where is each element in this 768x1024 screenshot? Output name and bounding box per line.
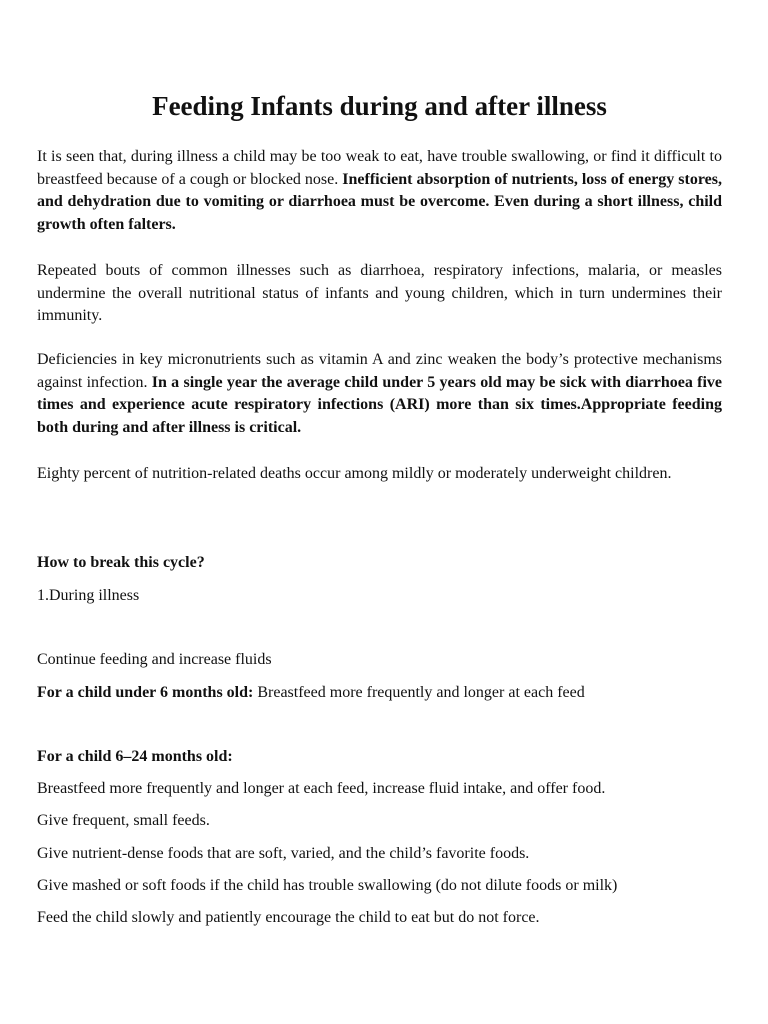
age-6-24-item: Feed the child slowly and patiently encourage the child to eat but do not force. [37, 909, 540, 926]
paragraph-illness-effects [37, 146, 722, 236]
age-6-24-item: Give nutrient-dense foods that are soft, varied, and the child’s favorite foods. [37, 845, 530, 862]
paragraph-micronutrients-bold: In a single year the average child under 5 years old may be sick with diarrhoea five times and experience acute respiratory infections (ARI) more than six times.Appropriate feeding both during and after illness is critical. [37, 373, 722, 436]
paragraph-micronutrients-normal: Deficiencies in key micronutrients such as vitamin A and zinc weaken the body’s protective mechanisms against infection. [37, 351, 722, 391]
continue-feeding-text: Continue feeding and increase fluids [37, 651, 272, 668]
cycle-heading: How to break this cycle? [37, 554, 205, 571]
age-6-24-item: Give frequent, small feeds. [37, 812, 210, 829]
under-6-months-text: Breastfeed more frequently and longer at each feed [253, 684, 585, 701]
document-title: Feeding Infants during and after illness [152, 91, 607, 121]
paragraph-repeated-illness: Repeated bouts of common illnesses such as diarrhoea, respiratory infections, malaria, or measles undermine the overall nutritional status of infants and young children, which in turn undermines their immunity. [37, 262, 722, 324]
age-6-24-item: Give mashed or soft foods if the child has trouble swallowing (do not dilute foods or milk) [37, 877, 618, 894]
during-illness-heading: 1.During illness [37, 587, 140, 604]
under-6-months-line [37, 682, 722, 705]
under-6-months-label: For a child under 6 months old: [37, 684, 254, 701]
paragraph-illness-effects-bold: Inefficient absorption of nutrients, loss of energy stores, and dehydration due to vomiting or diarrhoea must be overcome. Even during a short illness, child growth often falters. [37, 170, 722, 233]
paragraph-micronutrients [37, 349, 722, 439]
age-6-24-item: Breastfeed more frequently and longer at each feed, increase fluid intake, and offer food. [37, 780, 606, 797]
age-6-24-heading: For a child 6–24 months old: [37, 748, 233, 765]
paragraph-illness-effects-normal: It is seen that, during illness a child may be too weak to eat, have trouble swallowing, or find it difficult to breastfeed because of a cough or blocked nose. [37, 148, 722, 188]
paragraph-underweight-deaths: Eighty percent of nutrition-related deaths occur among mildly or moderately underweight children. [37, 465, 672, 482]
